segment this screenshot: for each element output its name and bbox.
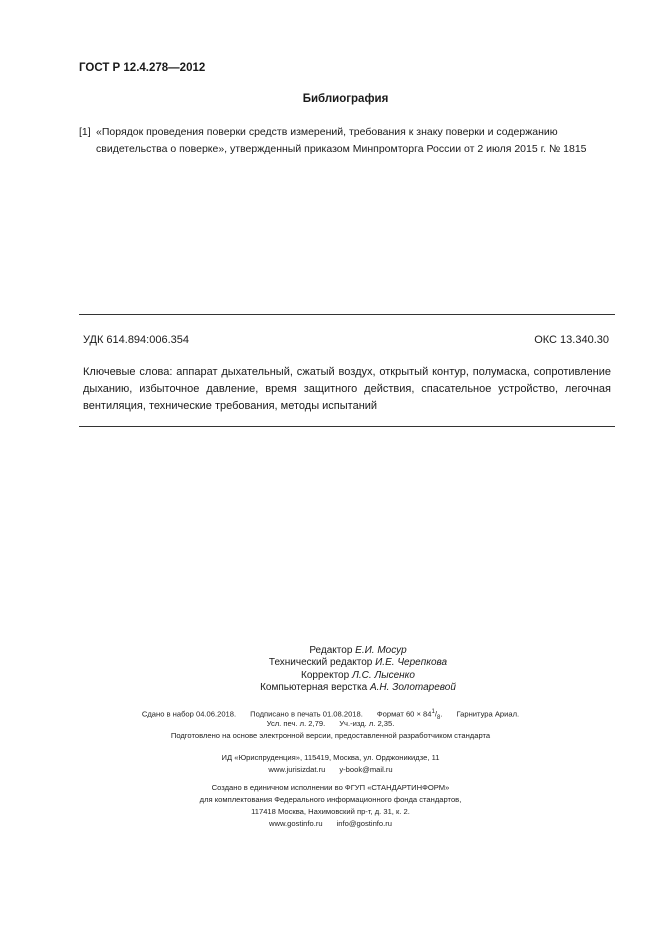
- publisher-line: ИД «Юриспруденция», 115419, Москва, ул. Орджоникидзе, 11: [221, 753, 440, 762]
- created-line-2: для комплектования Федерального информационного фонда стандартов,: [199, 795, 462, 804]
- credit-corrector: Корректор Л.С. Лысенко: [301, 669, 415, 681]
- gostinfo-contacts: [0, 818, 661, 831]
- top-divider: [79, 314, 615, 315]
- publisher-contacts: [0, 764, 661, 777]
- gostinfo-site-link[interactable]: www.gostinfo.ru: [268, 819, 323, 828]
- gostinfo-email-link[interactable]: info@gostinfo.ru: [336, 819, 393, 828]
- imprint-line-2: Усл. печ. л. 2,79. Уч.-изд. л. 2,35.: [266, 719, 395, 728]
- created-line-3: 117418 Москва, Нахимовский пр-т, д. 31, к. 2.: [251, 807, 410, 816]
- created-line-1: Создано в единичном исполнении во ФГУП «СТАНДАРТИНФОРМ»: [211, 783, 450, 792]
- bibliography-entry-number: [1]: [79, 126, 91, 138]
- imprint-line-3: Подготовлено на основе электронной версии, предоставленной разработчиком стандарта: [170, 731, 491, 740]
- bibliography-entry: [79, 124, 619, 158]
- credits-block: [248, 645, 468, 694]
- publisher-email-link[interactable]: y-book@mail.ru: [339, 765, 393, 774]
- bibliography-title: Библиография: [302, 93, 389, 105]
- udk-code: УДК 614.894:006.354: [83, 334, 189, 346]
- bottom-divider: [79, 426, 615, 427]
- document-code: ГОСТ Р 12.4.278—2012: [79, 62, 206, 74]
- credit-layout: Компьютерная верстка А.Н. Золотаревой: [260, 681, 456, 693]
- imprint-line-1: Сдано в набор 04.06.2018. Подписано в печать 01.08.2018. Формат $60 \times 84^1/_8$. Гарнитура Ариал.: [141, 709, 520, 722]
- credit-editor: Редактор Е.И. Мосур: [309, 645, 407, 656]
- keywords-paragraph: Ключевые слова: аппарат дыхательный, сжатый воздух, открытый контур, полумаска, сопротивление дыханию, избыточное давление, время защитного действия, спасательное устройство, легочная вентиляция, технические требования, методы испытаний: [83, 366, 611, 412]
- oks-code: ОКС 13.340.30: [534, 334, 609, 346]
- publisher-site-link[interactable]: www.jurisizdat.ru: [268, 765, 326, 774]
- credit-tech-editor: Технический редактор И.Е. Черепкова: [268, 657, 448, 669]
- bibliography-entry-text: «Порядок проведения поверки средств измерений, требования к знаку поверки и содержанию свидетельства о поверке», утвержденный приказом Минпромторга России от 2 июля 2015 г. № 1815: [96, 126, 587, 155]
